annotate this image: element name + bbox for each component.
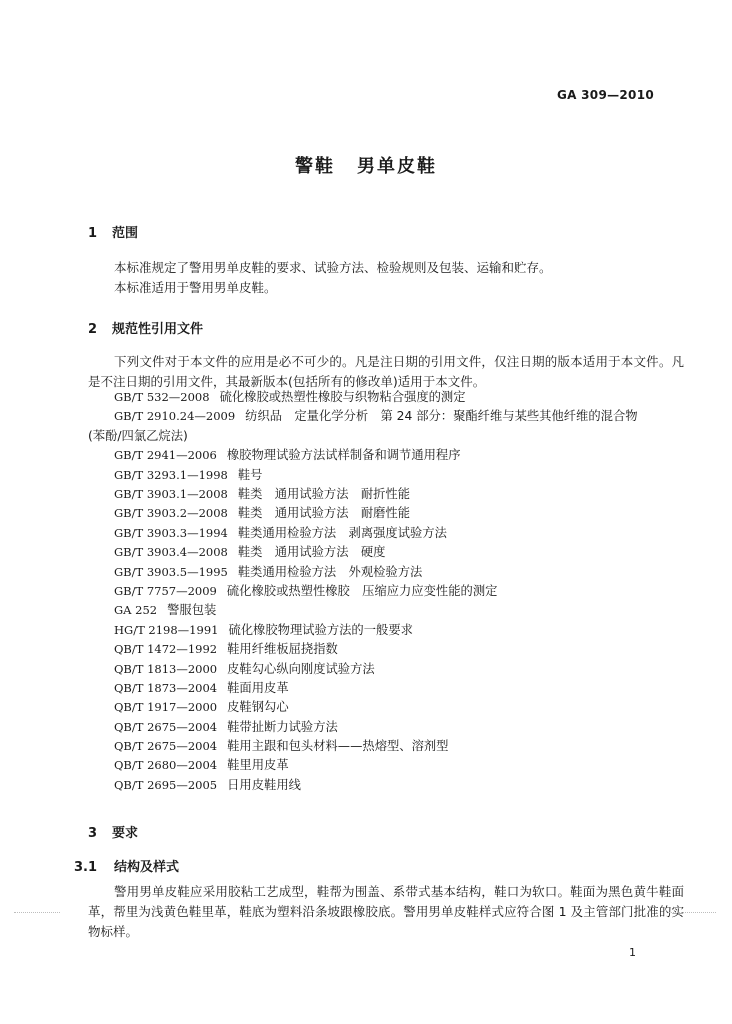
title-part-2: 男单皮鞋 <box>357 156 437 177</box>
scan-artifact-left <box>14 912 60 914</box>
subsection-3-1-heading <box>74 856 179 875</box>
reference-code: GB/T 2941—2006 <box>114 448 217 463</box>
reference-title: 鞋里用皮革 <box>227 758 289 773</box>
reference-item <box>88 679 688 698</box>
reference-item <box>88 446 688 465</box>
reference-item <box>88 388 688 407</box>
title-part-1: 警鞋 <box>295 156 335 177</box>
reference-title: 鞋类 通用试验方法 硬度 <box>237 545 386 560</box>
section-1-body <box>88 258 648 298</box>
section-2-heading <box>88 318 203 337</box>
reference-code: GB/T 3903.4—2008 <box>114 545 228 560</box>
reference-code: QB/T 1472—1992 <box>114 642 218 657</box>
reference-code: QB/T 2695—2005 <box>114 777 218 792</box>
reference-title: 鞋用主跟和包头材料——热熔型、溶剂型 <box>227 739 449 754</box>
section-2-intro <box>88 352 684 392</box>
reference-code: HG/T 2198—1991 <box>114 622 219 637</box>
reference-code: GB/T 3903.2—2008 <box>114 506 228 521</box>
reference-item <box>88 640 688 659</box>
section-title: 范围 <box>112 226 139 241</box>
reference-code: QB/T 1917—2000 <box>114 700 218 715</box>
reference-list <box>88 388 688 795</box>
reference-title: 鞋类通用检验方法 外观检验方法 <box>237 564 423 579</box>
standard-code: GA 309—2010 <box>556 88 654 102</box>
reference-item <box>88 621 688 640</box>
reference-code: GB/T 3293.1—1998 <box>114 467 228 482</box>
section-title: 规范性引用文件 <box>112 322 204 337</box>
reference-code: GB/T 2910.24—2009 <box>114 409 236 424</box>
reference-title: 鞋面用皮革 <box>227 680 289 695</box>
reference-item <box>88 718 688 737</box>
reference-title: 鞋带扯断力试验方法 <box>227 719 338 734</box>
reference-title: 鞋号 <box>237 467 263 482</box>
section-1-heading <box>88 222 138 241</box>
reference-item <box>88 660 688 679</box>
reference-title: 鞋用纤维板屈挠指数 <box>227 642 338 657</box>
reference-title: 皮鞋勾心纵向刚度试验方法 <box>227 661 375 676</box>
reference-code: GB/T 3903.1—2008 <box>114 486 228 501</box>
reference-title: 橡胶物理试验方法试样制备和调节通用程序 <box>226 448 461 463</box>
reference-title: 日用皮鞋用线 <box>227 777 301 792</box>
reference-item <box>88 776 688 795</box>
reference-title: 鞋类 通用试验方法 耐磨性能 <box>237 506 411 521</box>
reference-code: GA 252 <box>114 603 158 618</box>
reference-item <box>88 737 688 756</box>
reference-title: 硫化橡胶或热塑性橡胶与织物粘合强度的测定 <box>219 390 466 404</box>
reference-title: 纺织品 定量化学分析 第 24 部分：聚酯纤维与某些其他纤维的混合物 <box>245 409 638 424</box>
section-number: 3 <box>88 826 98 841</box>
reference-title: 硫化橡胶物理试验方法的一般要求 <box>228 622 413 637</box>
document-title <box>0 152 732 178</box>
reference-code: QB/T 2675—2004 <box>114 719 218 734</box>
paragraph: 下列文件对于本文件的应用是必不可少的。凡是注日期的引用文件，仅注日期的版本适用于本文件。凡是不注日期的引用文件，其最新版本(包括所有的修改单)适用于本文件。 <box>88 354 684 389</box>
reference-item <box>88 466 688 485</box>
reference-code: QB/T 1813—2000 <box>114 661 218 676</box>
reference-item <box>88 543 688 562</box>
reference-item <box>88 698 688 717</box>
paragraph: 本标准规定了警用男单皮鞋的要求、试验方法、检验规则及包装、运输和贮存。 <box>114 260 552 275</box>
subsection-title: 结构及样式 <box>114 860 180 875</box>
reference-item <box>88 582 688 601</box>
reference-title: 皮鞋钢勾心 <box>227 700 289 715</box>
reference-item <box>88 485 688 504</box>
subsection-number: 3.1 <box>74 860 98 875</box>
reference-title: 鞋类 通用试验方法 耐折性能 <box>237 486 411 501</box>
reference-item <box>88 407 688 446</box>
reference-item <box>88 524 688 543</box>
section-3-heading <box>88 822 138 841</box>
section-title: 要求 <box>112 826 139 841</box>
reference-item <box>88 601 688 620</box>
reference-item <box>88 756 688 775</box>
reference-code: QB/T 1873—2004 <box>114 680 218 695</box>
paragraph: 警用男单皮鞋应采用胶粘工艺成型，鞋帮为围盖、系带式基本结构，鞋口为软口。鞋面为黑色黄牛鞋面革，帮里为浅黄色鞋里革，鞋底为塑料沿条坡跟橡胶底。警用男单皮鞋样式应符合图 1 及主管部门批准的实物标样。 <box>88 884 684 939</box>
reference-code: GB/T 3903.5—1995 <box>114 564 228 579</box>
reference-title: 警服包装 <box>167 603 217 618</box>
reference-code: QB/T 2675—2004 <box>114 739 218 754</box>
reference-code: GB/T 7757—2009 <box>114 583 217 598</box>
paragraph: 本标准适用于警用男单皮鞋。 <box>114 280 277 295</box>
section-number: 1 <box>88 226 98 241</box>
reference-code: GB/T 3903.3—1994 <box>114 525 228 540</box>
reference-item <box>88 563 688 582</box>
section-number: 2 <box>88 322 98 337</box>
reference-title: 鞋类通用检验方法 剥离强度试验方法 <box>237 525 447 540</box>
reference-code: QB/T 2680—2004 <box>114 758 218 773</box>
page-number: 1 <box>629 946 636 959</box>
subsection-3-1-body <box>88 882 684 942</box>
reference-title: 硫化橡胶或热塑性橡胶 压缩应力应变性能的测定 <box>226 583 498 598</box>
reference-item <box>88 504 688 523</box>
reference-code: GB/T 532—2008 <box>114 390 210 404</box>
reference-title-continuation: (苯酚/四氯乙烷法) <box>88 428 188 443</box>
scan-artifact-right <box>668 912 716 914</box>
